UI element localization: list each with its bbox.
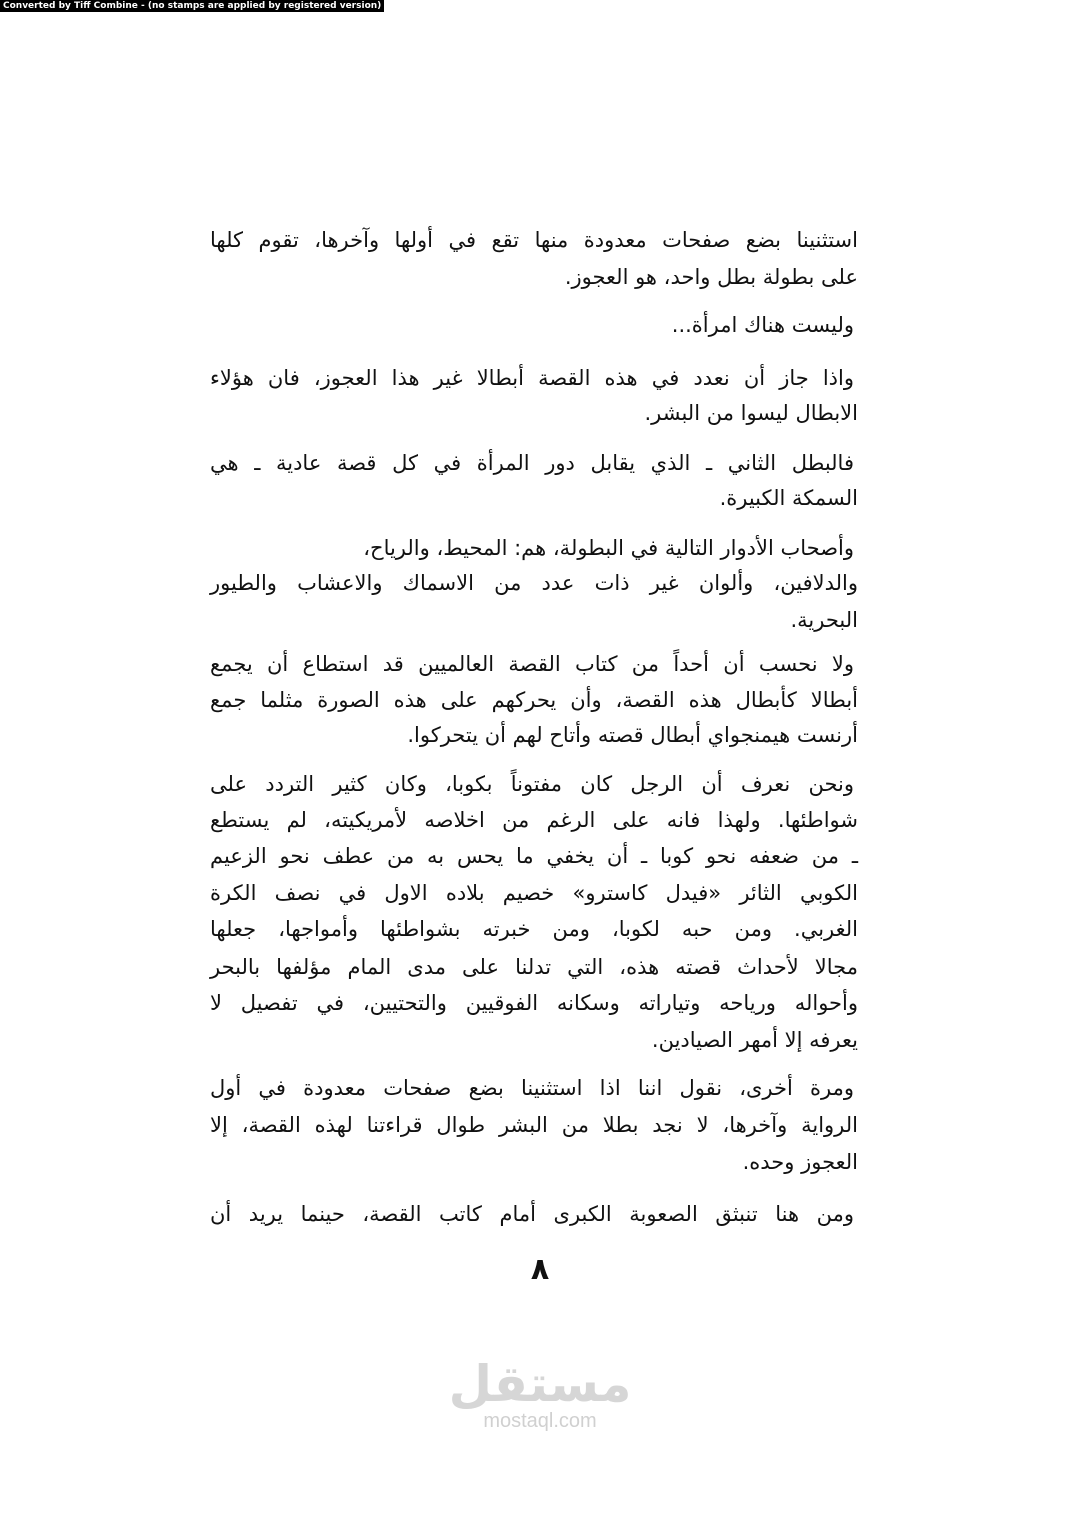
text-line: شواطئها. ولهذا فانه على الرغم من اخلاصه لأمريكيته، لم يستطع <box>210 808 858 832</box>
text-line: استثنينا بضع صفحات معدودة منها تقع في أولها وآخرها، تقوم كلها <box>210 228 858 252</box>
text-line: أبطالا كأبطال هذه القصة، وأن يحركهم على هذه الصورة مثلما جمع <box>210 688 858 712</box>
watermark-site: mostaql.com <box>483 1410 597 1432</box>
text-line: وأصحاب الأدوار التالية في البطولة، هم: المحيط، والرياح، <box>363 536 854 560</box>
text-line: البحرية. <box>790 608 858 632</box>
text-line: الغربي. ومن حبه لكوبا، ومن خبرته بشواطئها وأمواجها، جعلها <box>210 917 858 941</box>
text-line: أرنست هيمنجواي أبطال قصته وأتاح لهم أن يتحركوا. <box>407 723 858 747</box>
text-line: وليست هناك امرأة... <box>671 313 854 337</box>
text-line: مجالا لأحداث قصته هذه، التي تدلنا على مدى المام مؤلفها بالبحر <box>210 955 858 979</box>
text-line: ـ من ضعفه نحو كوبا ـ أن يخفي ما يحس به من عطف نحو الزعيم <box>210 844 858 868</box>
text-line: السمكة الكبيرة. <box>719 486 858 510</box>
page-number: ٨ <box>530 1252 550 1287</box>
text-line: الرواية وآخرها، لا نجد بطلا من البشر طوال قراءتنا لهذه القصة، إلا <box>210 1113 858 1137</box>
text-line: وأحواله ورياحه وتياراته وسكانه الفوقيين والتحتيين، في تفصيل لا <box>210 991 858 1015</box>
text-line: ومرة أخرى، نقول اننا اذا استثنينا بضع صفحات معدودة في أول <box>210 1076 854 1100</box>
text-line: يعرفه إلا أمهر الصيادين. <box>651 1028 858 1052</box>
watermark-logo: مستقل <box>448 1355 632 1413</box>
text-line: واذا جاز أن نعدد في هذه القصة أبطالا غير هذا العجوز، فان هؤلاء <box>210 366 854 390</box>
text-line: العجوز وحده. <box>742 1150 858 1174</box>
text-line: ومن هنا تنبثق الصعوبة الكبرى أمام كاتب القصة، حينما يريد أن <box>210 1202 854 1226</box>
text-line: ولا نحسب أن أحداً من كتاب القصة العالميين قد استطاع أن يجمع <box>210 652 854 676</box>
text-line: ونحن نعرف أن الرجل كان مفتوناً بكوبا، وكان كثير التردد على <box>210 772 854 796</box>
text-line: على بطولة بطل واحد، هو العجوز. <box>564 265 858 289</box>
converter-banner: Converted by Tiff Combine - (no stamps are applied by registered version) <box>0 0 384 12</box>
text-line: الابطال ليسوا من البشر. <box>644 401 858 425</box>
text-line: الكوبي الثائر «فيدل كاسترو» خصيم بلاده الاول في نصف الكرة <box>210 881 858 905</box>
text-line: فالبطل الثاني ـ الذي يقابل دور المرأة في كل قصة عادية ـ هي <box>210 451 854 475</box>
text-line: والدلافين، وألوان غير ذات عدد من الاسماك والاعشاب والطيور <box>210 571 858 595</box>
